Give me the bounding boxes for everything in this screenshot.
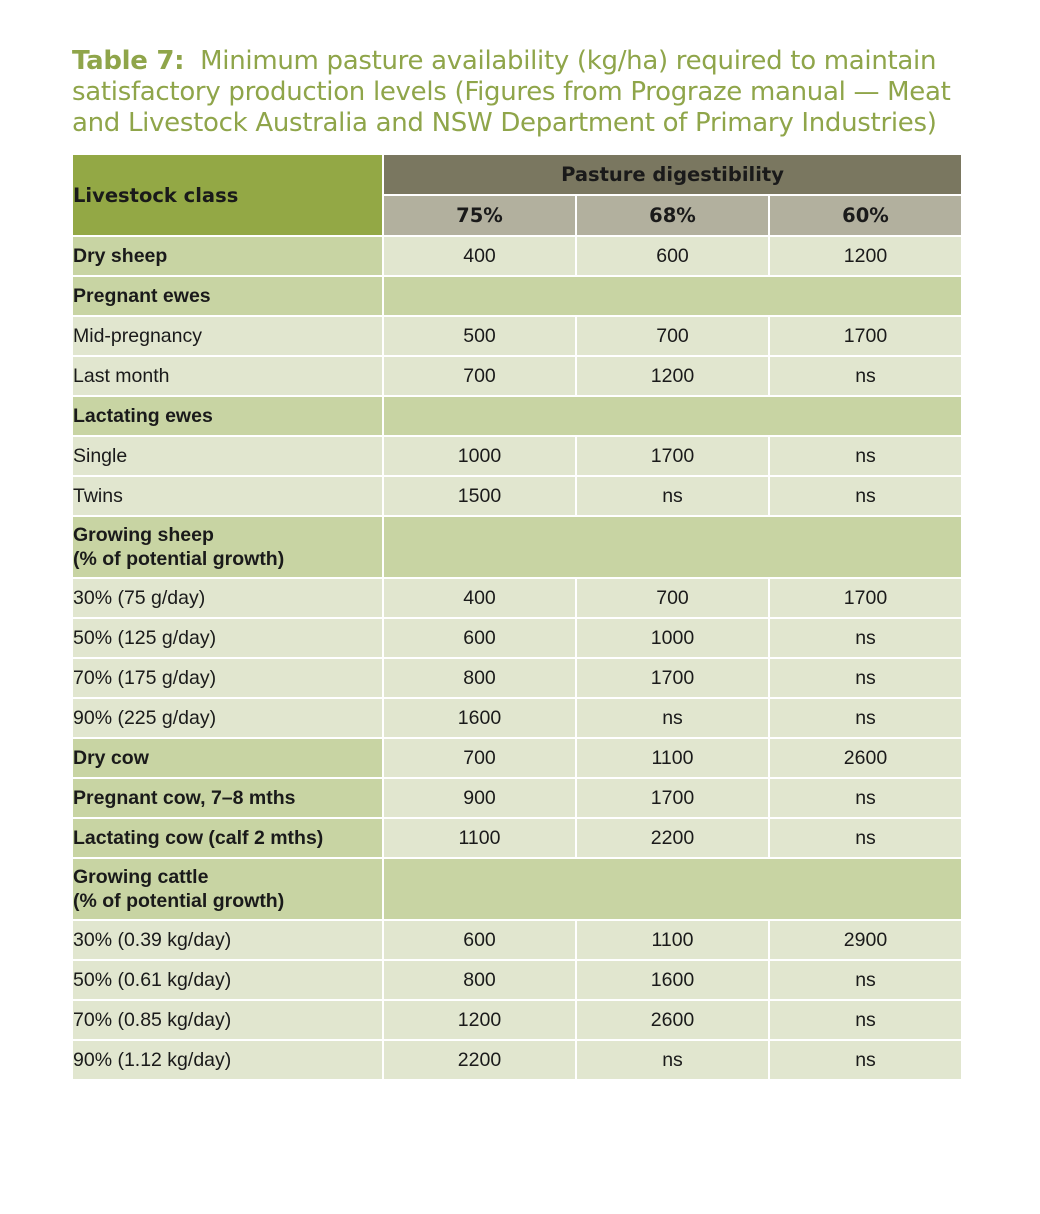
section-spacer-cell bbox=[383, 858, 962, 920]
value-cell: ns bbox=[576, 698, 769, 738]
value-cell: ns bbox=[769, 960, 962, 1000]
row-label-cell bbox=[72, 436, 383, 476]
value-cell: ns bbox=[769, 658, 962, 698]
value-cell: ns bbox=[769, 778, 962, 818]
value-cell: 700 bbox=[383, 356, 576, 396]
row-label: 90% (1.12 kg/day) bbox=[73, 1049, 232, 1071]
table-row bbox=[72, 960, 962, 1000]
value-cell: 1700 bbox=[576, 658, 769, 698]
row-label-cell bbox=[72, 1000, 383, 1040]
livestock-class-header: Livestock class bbox=[72, 154, 383, 236]
value-cell: ns bbox=[769, 818, 962, 858]
pasture-digestibility-header: Pasture digestibility bbox=[383, 154, 962, 195]
row-label-cell bbox=[72, 276, 383, 316]
value-cell: 700 bbox=[383, 738, 576, 778]
row-label-cell bbox=[72, 476, 383, 516]
table-row bbox=[72, 396, 962, 436]
value-cell: 1200 bbox=[769, 236, 962, 276]
row-label: Growing cattle bbox=[73, 866, 209, 888]
table-row bbox=[72, 356, 962, 396]
value-cell: ns bbox=[769, 436, 962, 476]
row-label-cell bbox=[72, 960, 383, 1000]
section-spacer-cell bbox=[383, 516, 962, 578]
value-cell: 1700 bbox=[769, 578, 962, 618]
row-label: 70% (0.85 kg/day) bbox=[73, 1009, 232, 1031]
value-cell: 900 bbox=[383, 778, 576, 818]
value-cell: 1200 bbox=[383, 1000, 576, 1040]
table-row bbox=[72, 276, 962, 316]
row-label: Last month bbox=[73, 365, 170, 387]
value-cell: 600 bbox=[383, 618, 576, 658]
table-row bbox=[72, 476, 962, 516]
value-cell: 1700 bbox=[576, 778, 769, 818]
table-row bbox=[72, 1000, 962, 1040]
row-label-cell bbox=[72, 516, 383, 578]
value-cell: 2200 bbox=[576, 818, 769, 858]
value-cell: 1200 bbox=[576, 356, 769, 396]
row-label: Single bbox=[73, 445, 128, 467]
row-label: Dry cow bbox=[73, 747, 149, 769]
table-row bbox=[72, 316, 962, 356]
value-cell: 2900 bbox=[769, 920, 962, 960]
digestibility-col-75: 75% bbox=[383, 195, 576, 236]
table-row bbox=[72, 858, 962, 920]
row-label: 90% (225 g/day) bbox=[73, 707, 217, 729]
value-cell: ns bbox=[769, 356, 962, 396]
row-label-cell bbox=[72, 658, 383, 698]
value-cell: ns bbox=[769, 1000, 962, 1040]
value-cell: 1100 bbox=[576, 920, 769, 960]
table-caption bbox=[72, 46, 972, 139]
table-row bbox=[72, 778, 962, 818]
value-cell: 2600 bbox=[769, 738, 962, 778]
row-label-cell bbox=[72, 698, 383, 738]
table-row bbox=[72, 738, 962, 778]
value-cell: 1600 bbox=[383, 698, 576, 738]
value-cell: 600 bbox=[576, 236, 769, 276]
row-label-sub: (% of potential growth) bbox=[73, 890, 285, 912]
value-cell: 1100 bbox=[383, 818, 576, 858]
table-row bbox=[72, 618, 962, 658]
table-number: Table 7: bbox=[72, 46, 185, 76]
row-label: Twins bbox=[73, 485, 123, 507]
value-cell: 800 bbox=[383, 658, 576, 698]
value-cell: 1700 bbox=[576, 436, 769, 476]
row-label-sub: (% of potential growth) bbox=[73, 548, 285, 570]
row-label: Mid-pregnancy bbox=[73, 325, 202, 347]
row-label: Pregnant ewes bbox=[73, 285, 211, 307]
value-cell: 600 bbox=[383, 920, 576, 960]
value-cell: 1000 bbox=[576, 618, 769, 658]
section-spacer-cell bbox=[383, 396, 962, 436]
row-label: 50% (0.61 kg/day) bbox=[73, 969, 232, 991]
value-cell: 700 bbox=[576, 316, 769, 356]
value-cell: 1100 bbox=[576, 738, 769, 778]
table-row bbox=[72, 516, 962, 578]
value-cell: 800 bbox=[383, 960, 576, 1000]
row-label-cell bbox=[72, 778, 383, 818]
value-cell: ns bbox=[769, 476, 962, 516]
value-cell: 1500 bbox=[383, 476, 576, 516]
row-label-cell bbox=[72, 396, 383, 436]
row-label: 50% (125 g/day) bbox=[73, 627, 217, 649]
pasture-availability-table bbox=[71, 153, 963, 1081]
row-label: 30% (75 g/day) bbox=[73, 587, 206, 609]
table-caption-text: Minimum pasture availability (kg/ha) required to maintain satisfactory production levels (Figures from Prograze manual — Meat and Livestock Australia and NSW Department of Primary Industries) bbox=[72, 46, 951, 138]
row-label-cell bbox=[72, 578, 383, 618]
table-row bbox=[72, 1040, 962, 1080]
row-label: 70% (175 g/day) bbox=[73, 667, 217, 689]
value-cell: 400 bbox=[383, 578, 576, 618]
value-cell: ns bbox=[576, 1040, 769, 1080]
value-cell: 2600 bbox=[576, 1000, 769, 1040]
row-label: Lactating ewes bbox=[73, 405, 213, 427]
digestibility-col-60: 60% bbox=[769, 195, 962, 236]
row-label-cell bbox=[72, 920, 383, 960]
value-cell: ns bbox=[769, 698, 962, 738]
value-cell: ns bbox=[576, 476, 769, 516]
value-cell: 1700 bbox=[769, 316, 962, 356]
value-cell: 400 bbox=[383, 236, 576, 276]
value-cell: ns bbox=[769, 618, 962, 658]
row-label: 30% (0.39 kg/day) bbox=[73, 929, 232, 951]
row-label-cell bbox=[72, 316, 383, 356]
row-label-cell bbox=[72, 1040, 383, 1080]
table-row bbox=[72, 658, 962, 698]
section-spacer-cell bbox=[383, 276, 962, 316]
value-cell: 1600 bbox=[576, 960, 769, 1000]
row-label: Dry sheep bbox=[73, 245, 168, 267]
table-row bbox=[72, 920, 962, 960]
value-cell: 500 bbox=[383, 316, 576, 356]
row-label-cell bbox=[72, 236, 383, 276]
row-label-cell bbox=[72, 618, 383, 658]
row-label-cell bbox=[72, 818, 383, 858]
table-row bbox=[72, 698, 962, 738]
table-row bbox=[72, 236, 962, 276]
value-cell: ns bbox=[769, 1040, 962, 1080]
table-row bbox=[72, 578, 962, 618]
row-label: Growing sheep bbox=[73, 524, 214, 546]
table-row bbox=[72, 436, 962, 476]
table-row bbox=[72, 818, 962, 858]
value-cell: 700 bbox=[576, 578, 769, 618]
row-label-cell bbox=[72, 356, 383, 396]
digestibility-col-68: 68% bbox=[576, 195, 769, 236]
value-cell: 1000 bbox=[383, 436, 576, 476]
row-label-cell bbox=[72, 858, 383, 920]
row-label: Pregnant cow, 7–8 mths bbox=[73, 787, 296, 809]
table-body bbox=[72, 236, 962, 1080]
row-label: Lactating cow (calf 2 mths) bbox=[73, 827, 324, 849]
row-label-cell bbox=[72, 738, 383, 778]
value-cell: 2200 bbox=[383, 1040, 576, 1080]
